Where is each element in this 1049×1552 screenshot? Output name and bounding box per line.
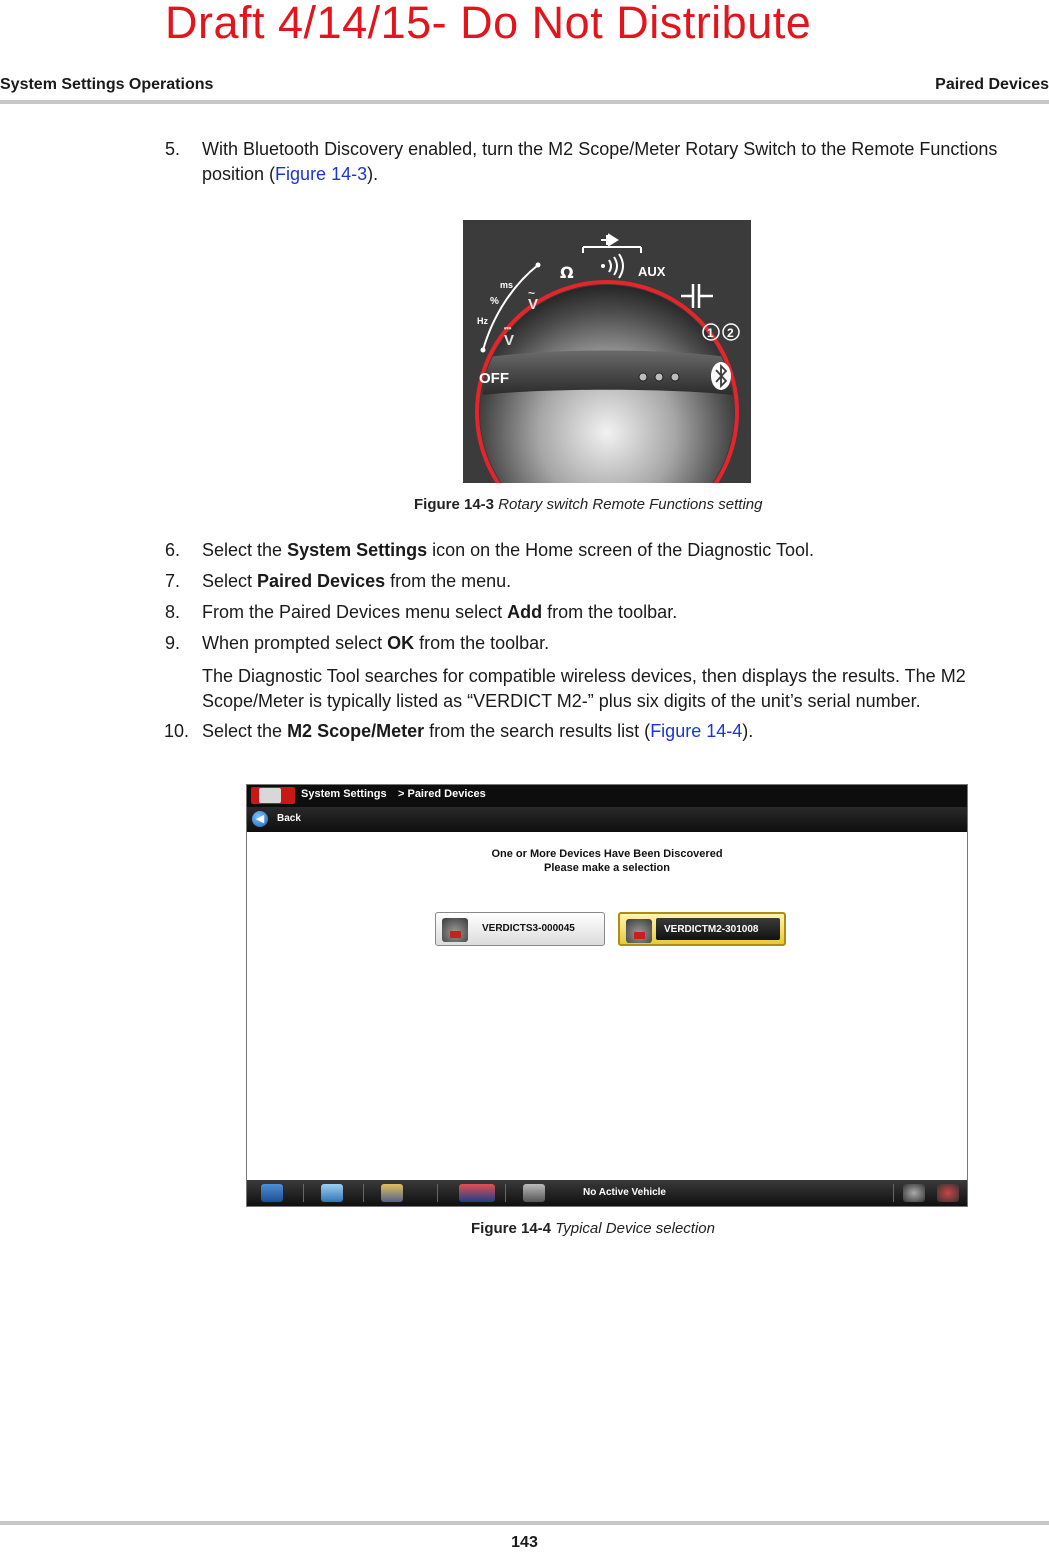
device-button-verdict-m2[interactable] [618, 912, 786, 946]
label-off: OFF [479, 370, 509, 387]
bottom-toolbar [247, 1180, 967, 1206]
label-channel-1: 1 [707, 326, 714, 340]
label-hz: Hz [477, 316, 488, 326]
title-bar [247, 785, 967, 807]
continuity-icon [601, 264, 605, 268]
svg-text:~: ~ [528, 286, 536, 300]
scope-meter-icon[interactable] [937, 1184, 959, 1202]
scanner-icon[interactable] [523, 1184, 545, 1202]
label-v-ac: V [528, 296, 539, 313]
vehicle-icon[interactable] [459, 1184, 495, 1202]
back-button[interactable]: Back [277, 813, 301, 824]
step-number: 5. [165, 139, 181, 159]
tools-icon[interactable] [381, 1184, 403, 1202]
figure-link[interactable]: Figure 14-3 [275, 164, 368, 184]
label-ms: ms [500, 280, 514, 290]
label-v-dc: V [504, 332, 515, 349]
scope-meter-icon [442, 918, 468, 942]
data-manager-icon[interactable] [321, 1184, 343, 1202]
label-channel-2: 2 [727, 326, 734, 340]
svg-text:⎓: ⎓ [504, 323, 512, 333]
vehicle-status: No Active Vehicle [583, 1187, 666, 1198]
label-percent: % [490, 296, 499, 307]
scope-meter-icon [626, 919, 652, 943]
dial-dot [655, 373, 663, 381]
dial-dot [671, 373, 679, 381]
figure-link[interactable]: Figure 14-4 [650, 721, 743, 741]
draft-watermark: Draft 4/14/15- Do Not Distribute [165, 0, 812, 48]
dial-dot [639, 373, 647, 381]
rotary-switch-figure [463, 220, 751, 483]
selection-prompt: Please make a selection [544, 862, 670, 874]
footer-rule [0, 1521, 1049, 1525]
device-button-verdict-s3[interactable] [435, 912, 605, 946]
screen-title: System Settings [301, 788, 387, 800]
scope-meter-icon[interactable] [903, 1184, 925, 1202]
running-header-topic: Paired Devices [935, 76, 1049, 93]
running-header-section: System Settings Operations [0, 76, 214, 93]
discovery-message: One or More Devices Have Been Discovered [491, 848, 723, 860]
figure-14-4-caption: Figure 14-4 Typical Device selection [471, 1220, 715, 1237]
back-arrow-icon[interactable]: ◀ [252, 811, 268, 827]
page-number: 143 [511, 1534, 538, 1551]
label-ohm: Ω [560, 263, 574, 282]
label-aux: AUX [638, 264, 666, 279]
device-selection-screen [246, 784, 968, 1207]
figure-14-3-caption: Figure 14-3 Rotary switch Remote Functions setting [414, 496, 763, 513]
breadcrumb: > Paired Devices [398, 788, 486, 800]
device-label: VERDICTM2-301008 [664, 924, 759, 935]
device-label: VERDICTS3-000045 [482, 923, 575, 934]
step-9-result: The Diagnostic Tool searches for compatible wireless devices, then displays the results. The M2 Scope/Meter is typically listed as “VERDICT M2-” plus six digits of the unit’s serial number. [202, 666, 966, 711]
home-icon[interactable] [261, 1184, 283, 1202]
toolbar [247, 807, 967, 832]
dial-pointer-bar [483, 351, 733, 396]
header-rule [0, 100, 1049, 104]
step-text: With Bluetooth Discovery enabled, turn the M2 Scope/Meter Rotary Switch to the Remote Functions position (Figure 14-3). [202, 139, 998, 184]
app-logo-icon [251, 787, 295, 804]
